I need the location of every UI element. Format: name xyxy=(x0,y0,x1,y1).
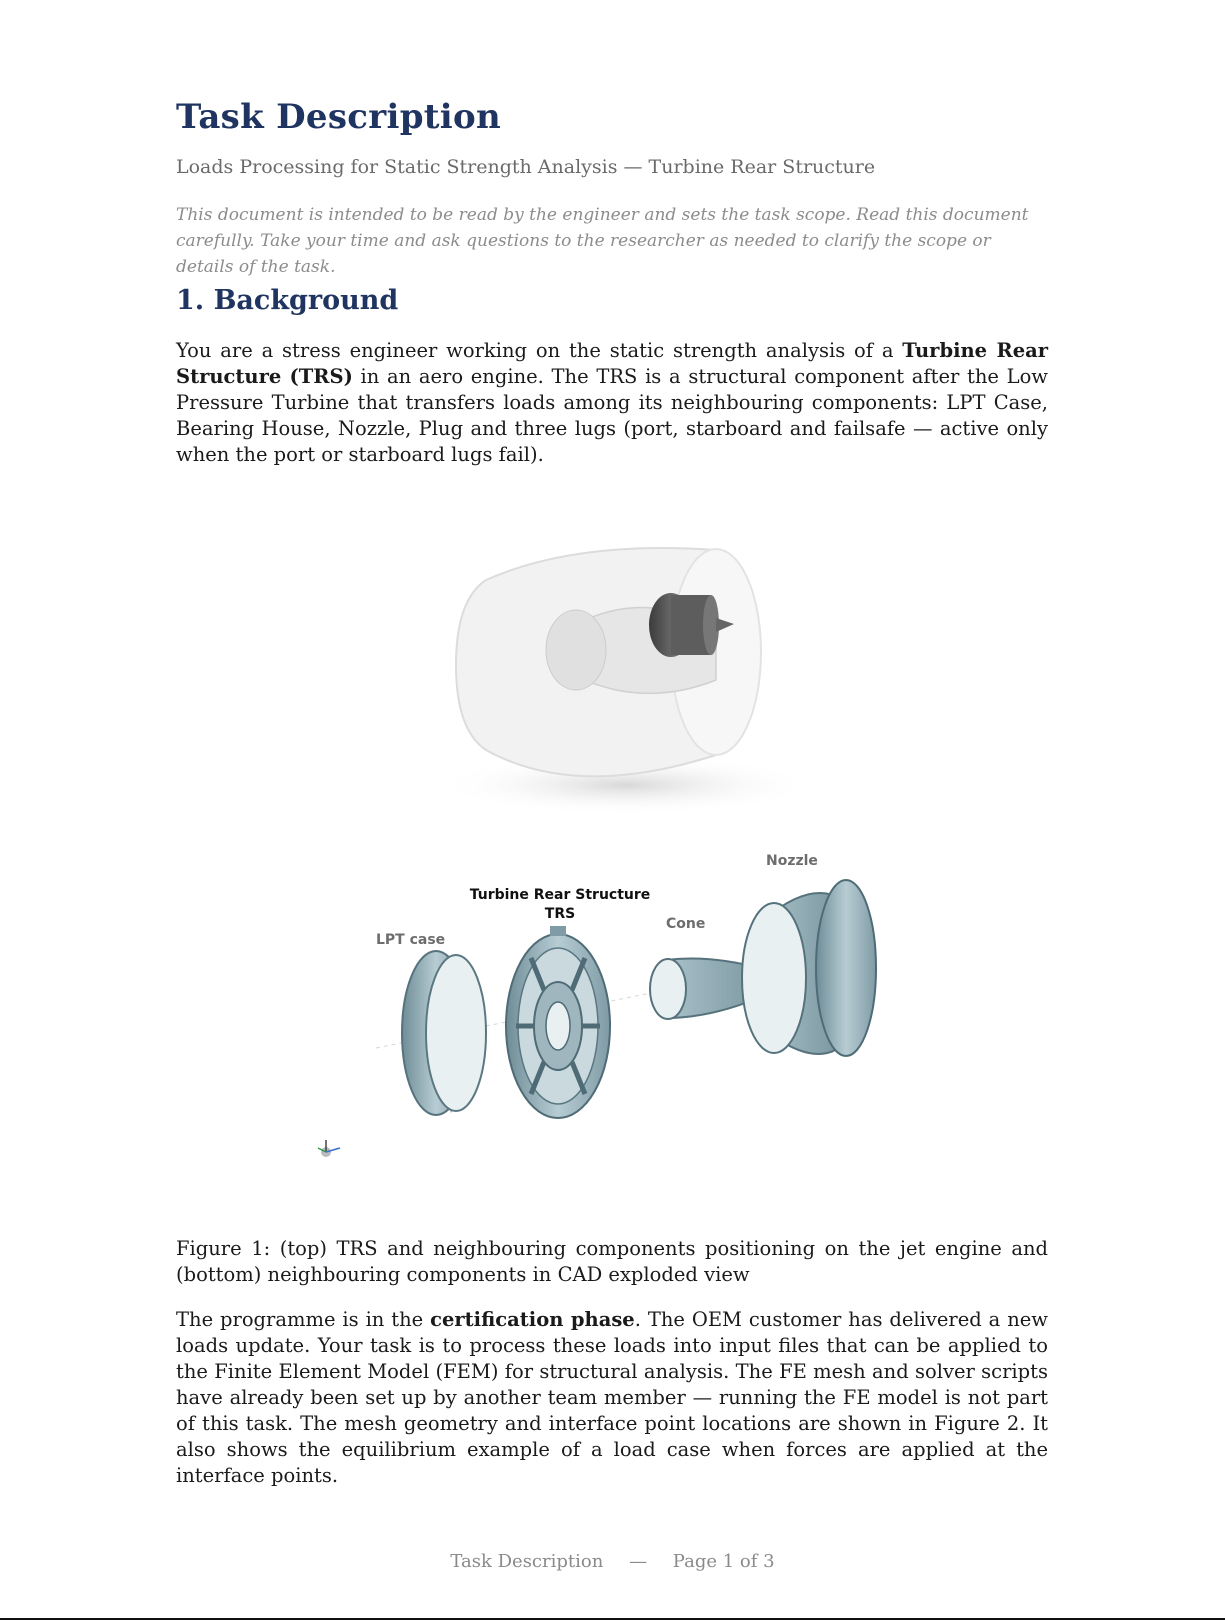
footer-separator: — xyxy=(629,1551,648,1572)
page-title: Task Description xyxy=(176,97,501,137)
label-cone: Cone xyxy=(666,916,706,932)
trs-cad-part xyxy=(506,926,610,1118)
p1-text-a: You are a stress engineer working on the static strength analysis of a xyxy=(176,339,903,362)
engine-position-figure xyxy=(416,540,836,840)
p2-text-b: . The OEM customer has delivered a new loads update. Your task is to process these loads into input files that can be applied to the Finite Element Model (FEM) for structural analysis. The FE mesh and solver scripts have already been set up by another team member — running the FE model is not part of this task. The mesh geometry and interface point locations are shown in Figure 2. It also shows the equilibrium example of a load case when forces are applied at the interface points. xyxy=(176,1308,1048,1487)
section-heading-background: 1. Background xyxy=(176,285,399,316)
footer-doc-name: Task Description xyxy=(450,1551,604,1572)
programme-paragraph xyxy=(176,1307,1048,1489)
p2-bold: certification phase xyxy=(430,1308,635,1331)
p2-text-a: The programme is in the xyxy=(176,1308,431,1331)
intro-note: This document is intended to be read by the engineer and sets the task scope. Read this document carefully. Take your time and ask questions to the researcher as needed to clarify the scope or details of the task. xyxy=(176,205,1029,277)
figure-caption: Figure 1: (top) TRS and neighbouring components positioning on the jet engine and (bottom) neighbouring components in CAD exploded view xyxy=(176,1237,1048,1286)
footer-page-number: Page 1 of 3 xyxy=(672,1551,775,1572)
p1-text-b: in an aero engine. The TRS is a structural component after the Low Pressure Turbine that transfers loads among its neighbouring components: LPT Case, Bearing House, Nozzle, Plug and three lugs (port, starboard and failsafe — active only when the port or starboard lugs fail). xyxy=(176,365,1048,466)
nozzle-part xyxy=(742,880,876,1056)
label-nozzle: Nozzle xyxy=(766,853,818,869)
label-trs-line1: Turbine Rear Structure xyxy=(469,887,651,903)
lpt-case-part xyxy=(402,951,486,1115)
label-lpt-case: LPT case xyxy=(376,932,446,948)
bottom-rule xyxy=(0,1618,1225,1620)
axis-triad-icon xyxy=(318,1140,340,1157)
exploded-cad-figure xyxy=(306,853,896,1213)
p1-bold: Turbine Rear Structure (TRS) xyxy=(176,339,1049,388)
engine-fan xyxy=(546,610,606,690)
label-trs-line2: TRS xyxy=(544,906,576,922)
page-footer xyxy=(0,1551,1225,1572)
background-paragraph xyxy=(176,338,1048,468)
page-subtitle: Loads Processing for Static Strength Analysis — Turbine Rear Structure xyxy=(176,156,876,178)
